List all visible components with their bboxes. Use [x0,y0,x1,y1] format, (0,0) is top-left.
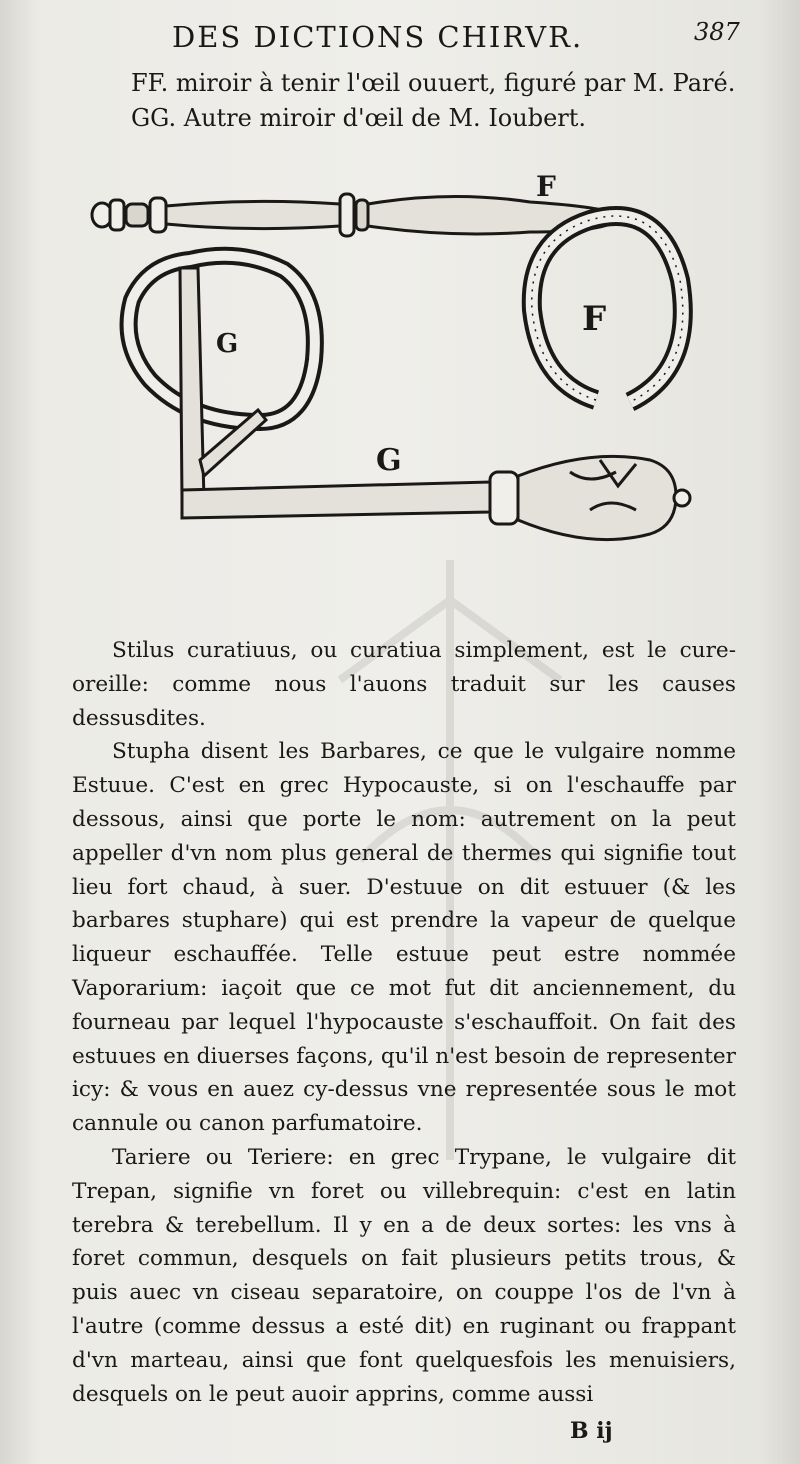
eye-mirror-illustration [70,160,730,560]
caption-gg: GG. Autre miroir d'œil de M. Ioubert. [131,104,587,132]
label-g-ring: G [216,329,239,359]
paragraph-stilus: Stilus curatiuus, ou curatiua simplement, est le cure-oreille: comme nous l'auons traduit sur les causes dessusdites. [72,638,736,731]
running-head: DES DICTIONS CHIRVR. [172,20,584,54]
body-text [72,634,736,1411]
caption-ff: FF. miroir à tenir l'œil ouuert, figuré par M. Paré. [131,69,736,97]
signature-mark: B ij [570,1418,613,1444]
label-f-ring: F [582,299,607,339]
label-f-top: F [536,170,556,203]
label-g-handle: G [376,443,402,478]
page-number: 387 [694,18,740,46]
paragraph-stupha: Stupha disent les Barbares, ce que le vulgaire nomme Estuue. C'est en grec Hypocauste, si on l'eschauffe par dessous, ainsi que porte le nom: autrement on la peut appeller d'vn nom plus general de thermes qui signifie tout lieu fort chaud, à suer. D'estuue on dit estuuer (& les barbares stuphare) qui est prendre la vapeur de quelque liqueur eschauffée. Telle estuue peut estre nommée Vaporarium: iaçoit que ce mot fut dit anciennement, du fourneau par lequel l'hypocauste s'eschauffoit. On fait des estuues en diuerses façons, qu'il n'est besoin de representer icy: & vous en auez cy-dessus vne representée sous le mot cannule ou canon parfumatoire. [72,739,736,1137]
paragraph-tariere: Tariere ou Teriere: en grec Trypane, le vulgaire dit Trepan, signifie vn foret ou villebrequin: c'est en latin terebra & terebellum. Il y en a de deux sortes: les vns à foret commun, desquels on fait plusieurs petits trous, & puis auec vn ciseau separatoire, on couppe l'os de l'vn à l'autre (comme dessus a esté dit) en ruginant ou frappant d'vn marteau, ainsi que font quelquesfois les menuisiers, desquels on le peut auoir apprins, comme aussi [72,1144,736,1407]
woodcut-figure [70,160,730,560]
